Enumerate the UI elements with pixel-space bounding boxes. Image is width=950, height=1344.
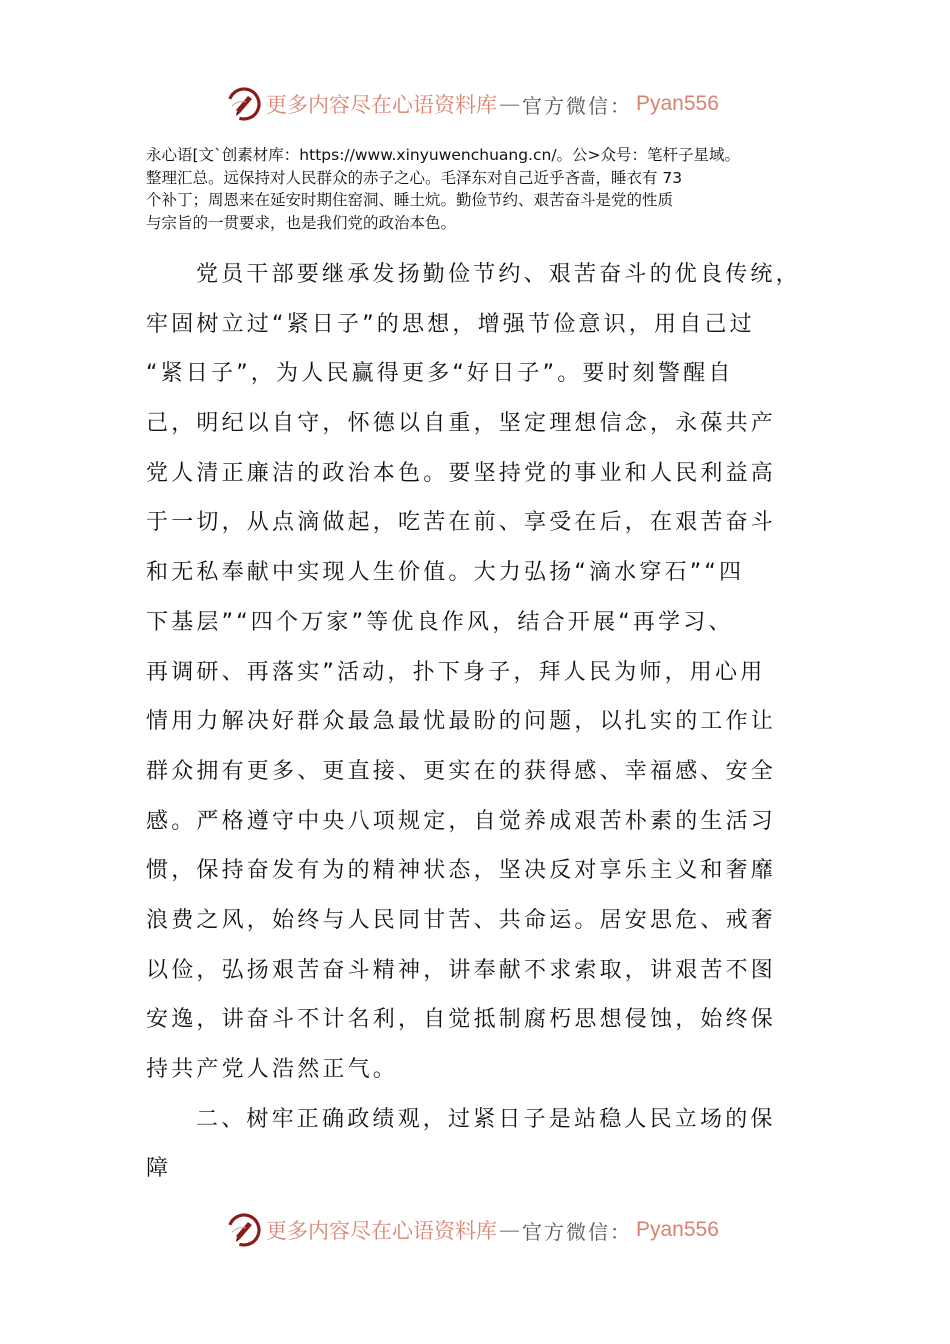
body-line: “紧日子”，为人民赢得更多“好日子”。要时刻警醒自: [146, 361, 734, 387]
banner-wechat-label: 官方微信：: [522, 93, 632, 118]
body-line: 以俭，弘扬艰苦奋斗精神，讲奉献不求索取，讲艰苦不图: [146, 957, 777, 983]
header-watermark-banner: [226, 84, 719, 124]
body-line: 持共产党人浩然正气。: [146, 1057, 399, 1082]
body-line: 党人清正廉洁的政治本色。要坚持党的事业和人民利益高: [146, 460, 777, 486]
body-line: 情用力解决好群众最急最忧最盼的问题，以扎实的工作让: [146, 709, 777, 735]
body-line: 于一切，从点滴做起，吃苦在前、享受在后，在艰苦奋斗: [146, 510, 777, 536]
intro-line: 与宗旨的一贯要求，也是我们党的政治本色。: [146, 213, 457, 232]
footer-watermark-banner: [226, 1210, 719, 1250]
body-line: 和无私奉献中实现人生价值。大力弘扬“滴水穿石”“四: [146, 560, 745, 586]
document-body: [146, 250, 801, 1194]
body-line: 党员干部要继承发扬勤俭节约、艰苦奋斗的优良传统，: [196, 262, 801, 287]
body-line: 群众拥有更多、更直接、更实在的获得感、幸福感、安全: [146, 758, 777, 784]
quill-pen-logo-icon: [226, 1212, 262, 1248]
body-line: 感。严格遵守中央八项规定，自觉养成艰苦朴素的生活习: [146, 808, 777, 834]
body-line: 惯，保持奋发有为的精神状态，坚决反对享乐主义和奢靡: [146, 858, 777, 884]
body-line: 再调研、再落实”活动，扑下身子，拜人民为师，用心用: [146, 659, 766, 685]
quill-pen-logo-icon: [226, 86, 262, 122]
section-heading: 二、树牢正确政绩观，过紧日子是站稳人民立场的保: [196, 1106, 776, 1132]
banner-dash: —: [499, 92, 520, 116]
intro-line: 个补丁；周恩来在延安时期住窑洞、睡土炕。勤俭节约、艰苦奋斗是党的性质: [146, 191, 674, 209]
banner-wechat-label: 官方微信：: [522, 1219, 632, 1244]
body-line: 己，明纪以自守，怀德以自重，坚定理想信念，永葆共产: [146, 411, 777, 437]
intro-line: 整理汇总。远保持对人民群众的赤子之心。毛泽东对自己近乎吝啬，睡衣有 73: [146, 168, 683, 187]
intro-paragraph: [146, 144, 816, 234]
banner-main-text: 更多内容尽在心语资料库: [266, 93, 497, 117]
banner-wechat-id: Pyan556: [636, 92, 719, 115]
body-line: 浪费之风，始终与人民同甘苦、共命运。居安思危、戒奢: [146, 907, 777, 933]
body-line: 下基层”“四个万家”等优良作风，结合开展“再学习、: [146, 609, 734, 635]
banner-main-text: 更多内容尽在心语资料库: [266, 1219, 497, 1243]
intro-line: 永心语[文`创素材库：https://www.xinyuwenchuang.cn/。公>众号：笔杆子星域。: [146, 146, 741, 164]
section-heading-continued: 障: [146, 1156, 172, 1182]
banner-dash: —: [499, 1218, 520, 1242]
banner-wechat-id: Pyan556: [636, 1218, 719, 1241]
body-line: 牢固树立过“紧日子”的思想，增强节俭意识，用自己过: [146, 311, 755, 337]
body-line: 安逸，讲奋斗不计名利，自觉抵制腐朽思想侵蚀，始终保: [146, 1007, 777, 1033]
